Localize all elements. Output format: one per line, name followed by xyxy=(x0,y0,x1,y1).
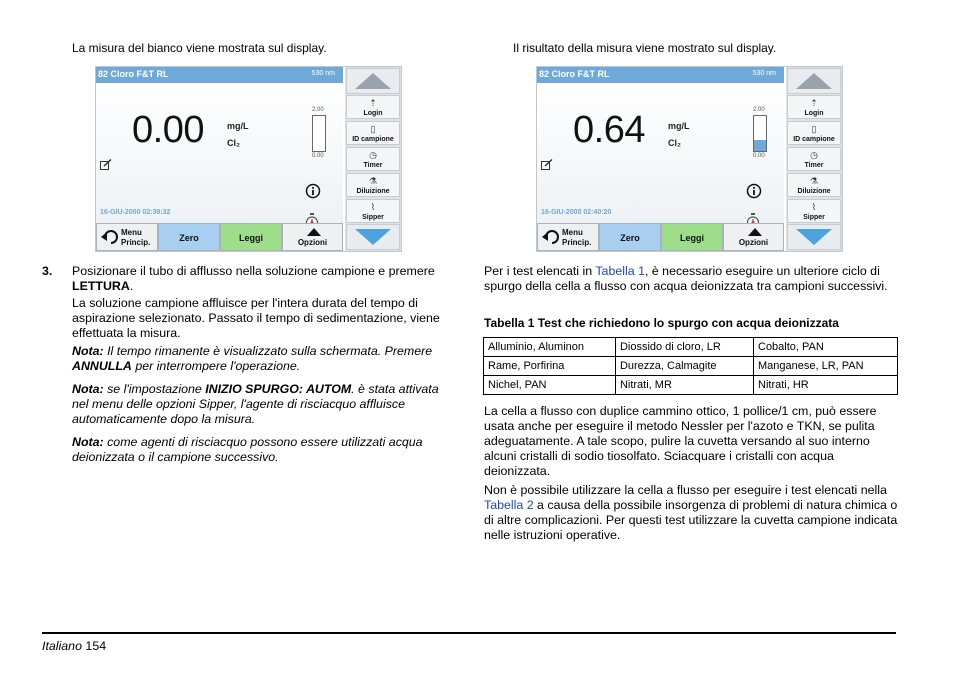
login-label: Login xyxy=(363,110,383,117)
login-button[interactable] xyxy=(346,95,400,119)
scale-max: 2.00 xyxy=(753,107,765,113)
options-button[interactable] xyxy=(723,223,784,251)
arrow-down-icon xyxy=(347,225,399,249)
table-title: Tabella 1 Test che richiedono lo spurgo con acqua deionizzata xyxy=(484,316,839,330)
table-cell: Nichel, PAN xyxy=(484,376,616,395)
read-button[interactable]: Leggi xyxy=(661,223,723,251)
right-screenshot-caption: Il risultato della misura viene mostrato sul display. xyxy=(513,41,777,55)
zero-button[interactable]: Zero xyxy=(599,223,661,251)
dilution-button[interactable] xyxy=(787,173,841,197)
reading-unit: mg/L xyxy=(227,121,249,131)
dilution-label: Diluizione xyxy=(797,188,831,195)
sipper-icon: ⌇ xyxy=(370,202,376,212)
back-arrow-icon xyxy=(101,230,119,244)
sample-id-button[interactable] xyxy=(346,121,400,145)
timestamp: 16-GIU-2000 02:40:20 xyxy=(541,209,612,216)
sample-id-icon: ▯ xyxy=(370,124,376,134)
footer-page-number: 154 xyxy=(85,639,107,653)
scroll-down-button[interactable] xyxy=(346,224,400,250)
sample-id-label: ID campione xyxy=(352,136,394,143)
note-2-text-after: . è stata attivata nel menu delle opzioni Sipper, l'agente di risciacquo affluisce automaticamente dopo la misura. xyxy=(72,382,439,426)
footer-rule xyxy=(42,632,896,634)
table-cell: Cobalto, PAN xyxy=(754,338,898,357)
screen-header xyxy=(96,67,343,83)
note-1-text-before: Il tempo rimanente è visualizzato sulla schermata. Premere xyxy=(103,344,433,358)
table-1-link[interactable]: Tabella 1 xyxy=(595,264,645,278)
screen-header xyxy=(537,67,784,83)
sample-id-button[interactable] xyxy=(787,121,841,145)
options-button[interactable] xyxy=(282,223,343,251)
note-3-text: come agenti di risciacquo possono essere utilizzati acqua deionizzata o il campione successivo. xyxy=(72,435,423,464)
main-menu-button[interactable] xyxy=(537,223,599,251)
instrument-screen-result xyxy=(536,66,843,252)
scale-max: 2.00 xyxy=(312,107,324,113)
method-title: 82 Cloro F&T RL xyxy=(98,69,169,79)
note-3-label: Nota: xyxy=(72,435,104,449)
options-label: Opzioni xyxy=(738,238,769,247)
edit-icon[interactable] xyxy=(541,159,553,170)
reading-parameter: Cl₂ xyxy=(227,138,240,148)
sipper-icon: ⌇ xyxy=(811,202,817,212)
read-button[interactable]: Leggi xyxy=(220,223,282,251)
clock-icon: ◷ xyxy=(810,150,818,160)
table-row xyxy=(484,357,898,376)
reading-value: 0.00 xyxy=(132,109,204,151)
table-cell: Alluminio, Aluminon xyxy=(484,338,616,357)
dilution-icon: ⚗ xyxy=(809,176,819,186)
table-cell: Nitrati, HR xyxy=(754,376,898,395)
options-label: Opzioni xyxy=(297,238,328,247)
step-3-keyword: LETTURA xyxy=(72,279,130,293)
table-cell: Rame, Porfirina xyxy=(484,357,616,376)
note-3 xyxy=(72,435,457,465)
method-title: 82 Cloro F&T RL xyxy=(539,69,610,79)
info-icon[interactable] xyxy=(746,183,762,199)
measurement-area xyxy=(537,83,784,223)
right-paragraph-3-after: a causa della possibile insorgenza di problemi di natura chimica o di altre complicazioni. Per questi test utilizzare la cuvetta campione indicata nelle istruzioni operative. xyxy=(484,498,898,542)
caret-up-icon xyxy=(748,228,762,236)
concentration-bar-fill xyxy=(754,140,766,151)
reading-unit: mg/L xyxy=(668,121,690,131)
note-1-label: Nota: xyxy=(72,344,104,358)
menu-label-line1: Menu xyxy=(121,228,142,237)
dilution-icon: ⚗ xyxy=(368,176,378,186)
menu-label-line2: Princip. xyxy=(121,238,151,247)
back-arrow-icon xyxy=(542,230,560,244)
table-2-link[interactable]: Tabella 2 xyxy=(484,498,534,512)
arrow-up-icon xyxy=(347,69,399,93)
scroll-up-button[interactable] xyxy=(346,68,400,94)
instrument-screen-blank xyxy=(95,66,402,252)
zero-button[interactable]: Zero xyxy=(158,223,220,251)
login-icon: ⇡ xyxy=(810,98,818,108)
step-3-text xyxy=(72,264,457,294)
edit-icon[interactable] xyxy=(100,159,112,170)
timer-button[interactable] xyxy=(346,147,400,171)
left-screenshot-caption: La misura del bianco viene mostrata sul display. xyxy=(72,41,327,55)
clock-icon: ◷ xyxy=(369,150,377,160)
dilution-label: Diluizione xyxy=(356,188,390,195)
login-label: Login xyxy=(804,110,824,117)
timer-label: Timer xyxy=(363,162,383,169)
sample-id-label: ID campione xyxy=(793,136,835,143)
bottom-button-bar xyxy=(96,223,343,251)
login-button[interactable] xyxy=(787,95,841,119)
timer-button[interactable] xyxy=(787,147,841,171)
arrow-down-icon xyxy=(788,225,840,249)
footer xyxy=(42,639,106,654)
table-cell: Nitrati, MR xyxy=(615,376,753,395)
note-1-text-after: per interrompere l'operazione. xyxy=(131,359,301,373)
info-icon[interactable] xyxy=(305,183,321,199)
note-2-label: Nota: xyxy=(72,382,104,396)
concentration-bar xyxy=(753,115,767,152)
right-paragraph-1-after: , è necessario eseguire un ulteriore ciclo di spurgo della cella a flusso con acqua deionizzata tra campioni successivi. xyxy=(484,264,888,293)
side-button-panel xyxy=(786,67,842,251)
step-3-text-after: . xyxy=(129,279,134,293)
note-1 xyxy=(72,344,457,374)
sipper-label: Sipper xyxy=(362,214,384,221)
table-cell: Manganese, LR, PAN xyxy=(754,357,898,376)
scroll-up-button[interactable] xyxy=(787,68,841,94)
sipper-label: Sipper xyxy=(803,214,825,221)
timer-label: Timer xyxy=(804,162,824,169)
measurement-area xyxy=(96,83,343,223)
reading-parameter: Cl₂ xyxy=(668,138,681,148)
left-paragraph-1: La soluzione campione affluisce per l'intera durata del tempo di aspirazione selezionato. Passato il tempo di sedimentazione, viene effettuata la misura. xyxy=(72,296,440,340)
menu-label-line2: Princip. xyxy=(562,238,592,247)
table-cell: Diossido di cloro, LR xyxy=(615,338,753,357)
footer-language: Italiano xyxy=(42,639,82,653)
right-paragraph-3 xyxy=(484,483,898,543)
sipper-button[interactable] xyxy=(346,199,400,223)
table-row xyxy=(484,376,898,395)
bottom-button-bar xyxy=(537,223,784,251)
sipper-button[interactable] xyxy=(787,199,841,223)
step-3-text-before: Posizionare il tubo di afflusso nella soluzione campione e premere xyxy=(72,264,435,278)
table-cell: Durezza, Calmagite xyxy=(615,357,753,376)
note-2 xyxy=(72,382,457,427)
right-paragraph-1 xyxy=(484,264,898,294)
purge-tests-table xyxy=(483,337,898,395)
step-number: 3. xyxy=(42,264,53,278)
caret-up-icon xyxy=(307,228,321,236)
right-paragraph-1-before: Per i test elencati in xyxy=(484,264,596,278)
table-row xyxy=(484,338,898,357)
note-2-text-before: se l'impostazione xyxy=(103,382,206,396)
wavelength: 530 nm xyxy=(752,70,776,77)
timestamp: 16-GIU-2000 02:39:32 xyxy=(100,209,171,216)
note-1-keyword: ANNULLA xyxy=(72,359,132,373)
table-body xyxy=(484,338,898,395)
reading-value: 0.64 xyxy=(573,109,645,151)
sample-id-icon: ▯ xyxy=(811,124,817,134)
right-paragraph-3-before: Non è possibile utilizzare la cella a flusso per eseguire i test elencati nella xyxy=(484,483,887,497)
wavelength: 530 nm xyxy=(311,70,335,77)
menu-label-line1: Menu xyxy=(562,228,583,237)
scale-min: 0.00 xyxy=(312,153,324,159)
scale-min: 0.00 xyxy=(753,153,765,159)
concentration-bar xyxy=(312,115,326,152)
side-button-panel xyxy=(345,67,401,251)
main-menu-button[interactable] xyxy=(96,223,158,251)
arrow-up-icon xyxy=(788,69,840,93)
note-2-keyword: INIZIO SPURGO: AUTOM xyxy=(205,382,352,396)
dilution-button[interactable] xyxy=(346,173,400,197)
right-paragraph-2: La cella a flusso con duplice cammino ottico, 1 pollice/1 cm, può essere usata anche per eseguire il metodo Nessler per l'azoto e TKN, se pulita adeguatamente. A tale scopo, pulire la cuvetta versando al suo interno alcuni cristalli di sodio tiosolfato. Sciacquare i cristalli con acqua deionizzata. xyxy=(484,404,877,478)
login-icon: ⇡ xyxy=(369,98,377,108)
scroll-down-button[interactable] xyxy=(787,224,841,250)
